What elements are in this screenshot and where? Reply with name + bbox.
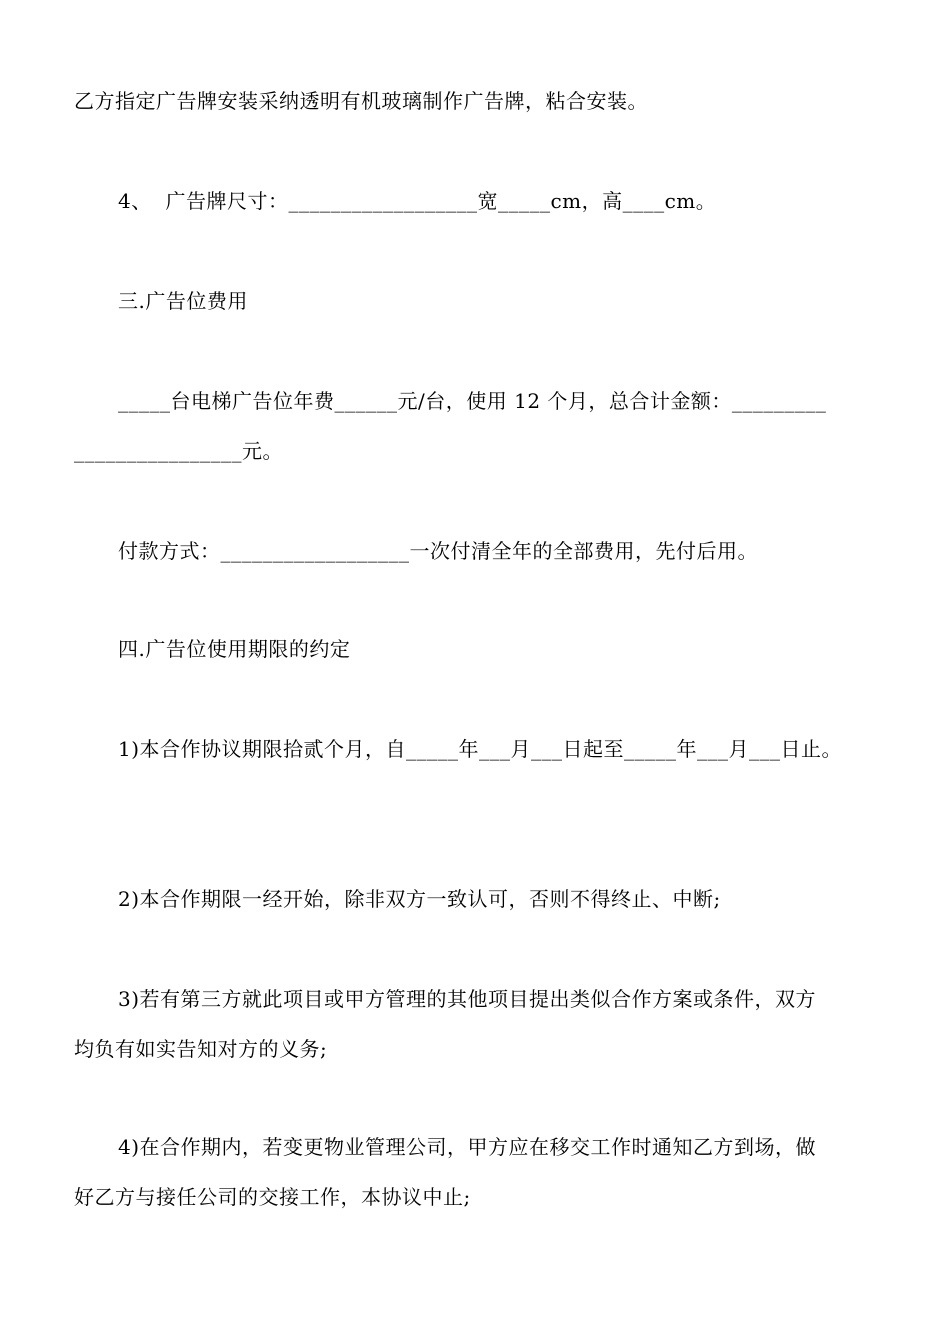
- clause-1-term-period: 1)本合作协议期限拾贰个月，自_____年___月___日起至_____年___月___日止。: [118, 737, 843, 761]
- paragraph-annual-fee-line-1: _____台电梯广告位年费______元/台，使用 12 个月，总合计金额：_________: [118, 389, 827, 413]
- paragraph-payment-method: 付款方式：__________________一次付清全年的全部费用，先付后用。: [118, 539, 758, 563]
- paragraph-annual-fee-line-2: ________________元。: [74, 439, 283, 463]
- clause-4-line-2: 好乙方与接任公司的交接工作，本协议中止;: [74, 1185, 471, 1209]
- paragraph-installation-method: 乙方指定广告牌安装采纳透明有机玻璃制作广告牌，粘合安装。: [74, 89, 648, 113]
- section-heading-fees: 三.广告位费用: [118, 289, 248, 313]
- clause-3-line-1: 3)若有第三方就此项目或甲方管理的其他项目提出类似合作方案或条件，双方: [118, 987, 817, 1011]
- clause-2-no-termination: 2)本合作期限一经开始，除非双方一致认可，否则不得终止、中断;: [118, 887, 721, 911]
- clause-4-line-1: 4)在合作期内，若变更物业管理公司，甲方应在移交工作时通知乙方到场，做: [118, 1135, 817, 1159]
- section-heading-term: 四.广告位使用期限的约定: [118, 637, 351, 661]
- clause-3-line-2: 均负有如实告知对方的义务;: [74, 1037, 328, 1061]
- paragraph-billboard-size: 4、 广告牌尺寸：__________________宽_____cm，高____cm。: [118, 189, 717, 213]
